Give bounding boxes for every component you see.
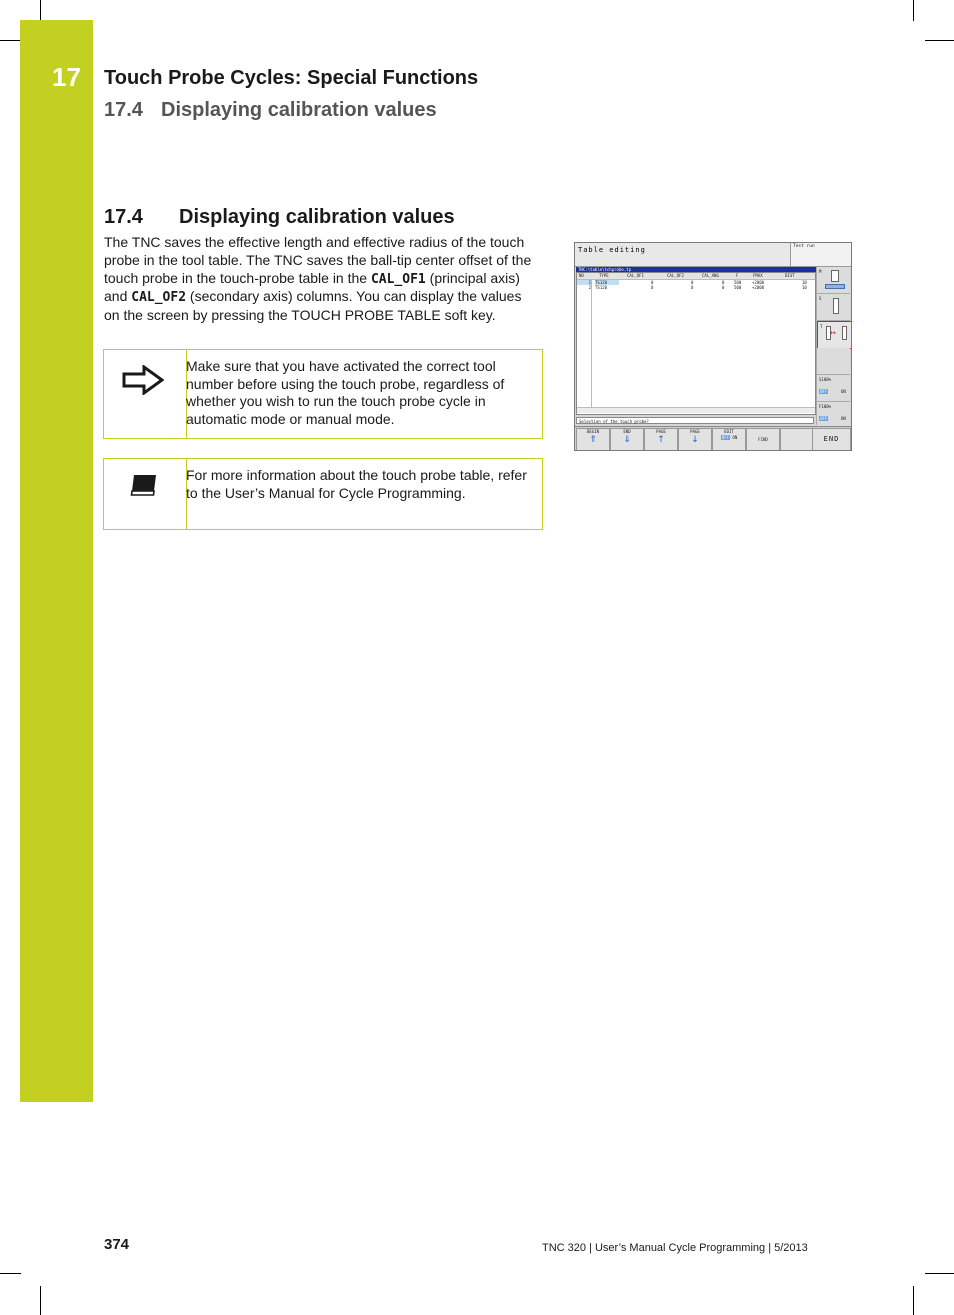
softkey-label: END: [623, 429, 631, 434]
column-divider: [591, 279, 592, 413]
mode-label: Table editing: [578, 246, 646, 254]
section-title: Displaying calibration values: [179, 206, 455, 228]
table-cell: 10: [802, 280, 807, 285]
side-key-s[interactable]: [817, 294, 850, 321]
table-cell: 0: [651, 280, 654, 285]
probe-table: [576, 272, 816, 415]
table-cell: +2000: [752, 280, 765, 285]
body-text-part: (principal axis) and: [104, 269, 520, 305]
table-cell: 500: [734, 285, 742, 290]
tnc-screenshot: [574, 242, 852, 451]
side-key-f100[interactable]: [817, 402, 850, 428]
crop-mark: [40, 1286, 41, 1315]
screen-header: [575, 243, 851, 267]
side-key-m[interactable]: [817, 267, 850, 294]
softkey-label: BEGIN: [586, 429, 600, 434]
arrows-icon: ↔: [830, 329, 836, 337]
chapter-number: 17: [52, 62, 81, 92]
code-cal-of1: CAL_OF1: [370, 271, 426, 287]
column-header: FMAX: [753, 273, 763, 278]
tool-icon: [842, 326, 847, 340]
arrow-up-icon: ⇑: [589, 435, 597, 445]
book-icon: [129, 473, 159, 497]
column-header: DIST: [785, 273, 795, 278]
running-header-section-number: 17.4: [104, 99, 143, 121]
crop-mark: [925, 1273, 954, 1274]
note-box-attention: [103, 349, 543, 439]
off-toggle: OFF: [820, 389, 828, 394]
crop-mark: [913, 1286, 914, 1315]
softkey-find[interactable]: [746, 428, 780, 451]
note-icon-cell: [103, 350, 187, 438]
arrow-down-icon: ↓: [691, 435, 699, 445]
softkey-edit[interactable]: [712, 428, 746, 451]
table-cell: +2000: [752, 285, 765, 290]
off-toggle: OFF: [820, 416, 828, 421]
side-key-label: S: [819, 296, 822, 301]
table-cell: 1: [577, 280, 591, 285]
side-key-label: S100%: [819, 377, 832, 382]
table-cell: 0: [722, 280, 725, 285]
chapter-sidebar: [20, 20, 93, 1102]
side-softkey-panel: [816, 267, 851, 425]
note-box-reference: [103, 458, 543, 530]
crop-mark: [913, 0, 914, 21]
page-number: 374: [104, 1236, 130, 1253]
softkey-end[interactable]: [610, 428, 644, 451]
arrow-down-icon: ⇓: [623, 435, 631, 445]
crop-mark: [0, 40, 21, 41]
column-header: NO: [579, 273, 584, 278]
edit-off-toggle: OFF: [721, 435, 729, 440]
side-key-label: M: [819, 269, 822, 274]
column-header: CAL_OF2: [667, 273, 684, 278]
softkey-label: PAGE: [690, 429, 700, 434]
footer-document-info: TNC 320 | User’s Manual Cycle Programming | 5/2013: [542, 1242, 808, 1254]
section-number: 17.4: [104, 206, 143, 228]
note-text: Make sure that you have activated the correct tool number before using the touch probe, regardless of whether you wish to run the touch probe cycle in automatic mode or manual mode.: [186, 358, 505, 427]
body-text-part: (secondary axis) columns. You can display the values on the screen by pressing the TOUCH PROBE TABLE soft key.: [104, 288, 522, 324]
column-header: F: [736, 273, 739, 278]
softkey-bar: [575, 426, 851, 451]
horizontal-scrollbar[interactable]: [577, 407, 815, 413]
table-cell: TS120: [595, 280, 619, 285]
edit-on-toggle: ON: [732, 435, 738, 440]
spindle-icon: [831, 270, 839, 282]
softkey-label: PAGE: [656, 429, 666, 434]
crop-mark: [925, 40, 954, 41]
side-key-label: F100%: [819, 404, 832, 409]
crop-mark: [0, 1273, 21, 1274]
status-line: Selection of the touch probe?: [576, 417, 814, 424]
table-path: TNC:\table\tchprobe.tp: [576, 267, 816, 272]
side-mode-panel: [790, 243, 851, 266]
table-cell: 500: [734, 280, 742, 285]
table-cell: 0: [651, 285, 654, 290]
softkey-begin[interactable]: [576, 428, 610, 451]
on-toggle: ON: [841, 416, 846, 421]
softkey-empty[interactable]: [780, 428, 814, 451]
table-cell: 0: [691, 285, 694, 290]
table-row[interactable]: [577, 285, 815, 290]
softkey-end-table[interactable]: END: [812, 428, 851, 451]
coolant-icon: [825, 284, 845, 289]
arrow-right-icon: [122, 365, 164, 395]
column-header: CAL_OF1: [627, 273, 644, 278]
running-header-title: Touch Probe Cycles: Special Functions: [104, 67, 479, 89]
table-header-row: [577, 273, 815, 280]
column-header: CAL_ANG: [702, 273, 719, 278]
code-cal-of2: CAL_OF2: [131, 290, 187, 306]
softkey-page-down[interactable]: [678, 428, 712, 451]
softkey-label: FIND: [758, 437, 768, 442]
side-mode-label: Test run: [793, 244, 815, 249]
table-cell: 10: [802, 285, 807, 290]
section-heading: [104, 206, 455, 229]
crop-mark: [40, 0, 41, 21]
side-key-empty[interactable]: [817, 348, 850, 375]
table-cell: TS120: [595, 285, 608, 290]
body-paragraph: [104, 234, 536, 325]
table-cell: 0: [722, 285, 725, 290]
table-cell: 0: [691, 280, 694, 285]
note-text: For more information about the touch probe table, refer to the User’s Manual for Cycle Programming.: [186, 467, 527, 501]
on-toggle: ON: [841, 389, 846, 394]
note-icon-cell: [103, 459, 187, 529]
softkey-page-up[interactable]: [644, 428, 678, 451]
running-header-section: [104, 99, 437, 122]
arrow-up-icon: ↑: [657, 435, 665, 445]
table-cell: 2: [588, 285, 591, 290]
column-header: TYPE: [599, 273, 609, 278]
running-header-section-title: Displaying calibration values: [161, 99, 437, 121]
side-key-t[interactable]: [817, 321, 852, 349]
probe-icon: [833, 298, 839, 314]
softkey-label: EDIT: [724, 429, 734, 434]
side-key-label: T: [820, 324, 823, 329]
body-text-part: The TNC saves the effective length and effective radius of the touch probe in the tool table. The TNC saves the ball-tip center offset of the touch probe in the touch-probe table in the: [104, 234, 532, 286]
side-key-s100[interactable]: [817, 375, 850, 402]
